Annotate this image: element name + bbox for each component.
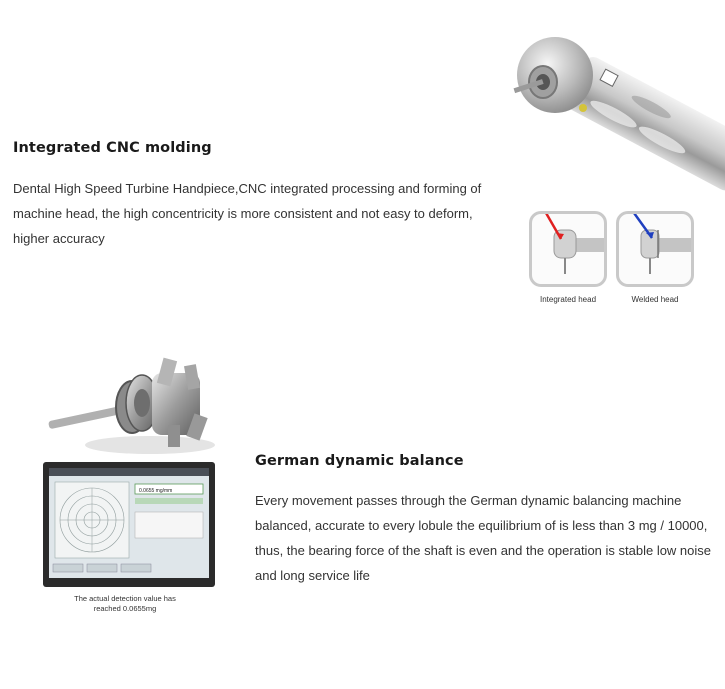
welded-head-drawing: [619, 214, 691, 284]
section-body-balance: Every movement passes through the German dynamic balancing machine balanced, accurate to every lobule the equilibrium of is less than 3 mg / 10000, thus, the bearing force of the shaft is even and the operation is stable low noise and long service life: [255, 493, 712, 583]
integrated-head-icon: [529, 211, 607, 287]
monitor-caption-line1: The actual detection value has: [74, 594, 176, 603]
handpiece-image: [505, 20, 725, 220]
monitor-caption-line2: reached 0.0655mg: [93, 604, 157, 613]
welded-head-icon: [616, 211, 694, 287]
integrated-head-label: Integrated head: [539, 295, 597, 304]
balancing-machine-screen-image: [43, 462, 215, 587]
section-body-cnc: Dental High Speed Turbine Handpiece,CNC integrated processing and forming of machine head, the high concentricity is more consistent and not easy to deform, higher accuracy: [13, 181, 482, 246]
welded-head-label: Welded head: [631, 295, 679, 304]
integrated-head-drawing: [532, 214, 604, 284]
section-title-balance: German dynamic balance: [255, 453, 464, 469]
turbine-rotor-image: [40, 345, 220, 460]
monitor-caption: [45, 594, 205, 614]
section-title-cnc: Integrated CNC molding: [13, 140, 212, 156]
monitor-reading: 0.0655 mg/mm: [139, 488, 173, 494]
